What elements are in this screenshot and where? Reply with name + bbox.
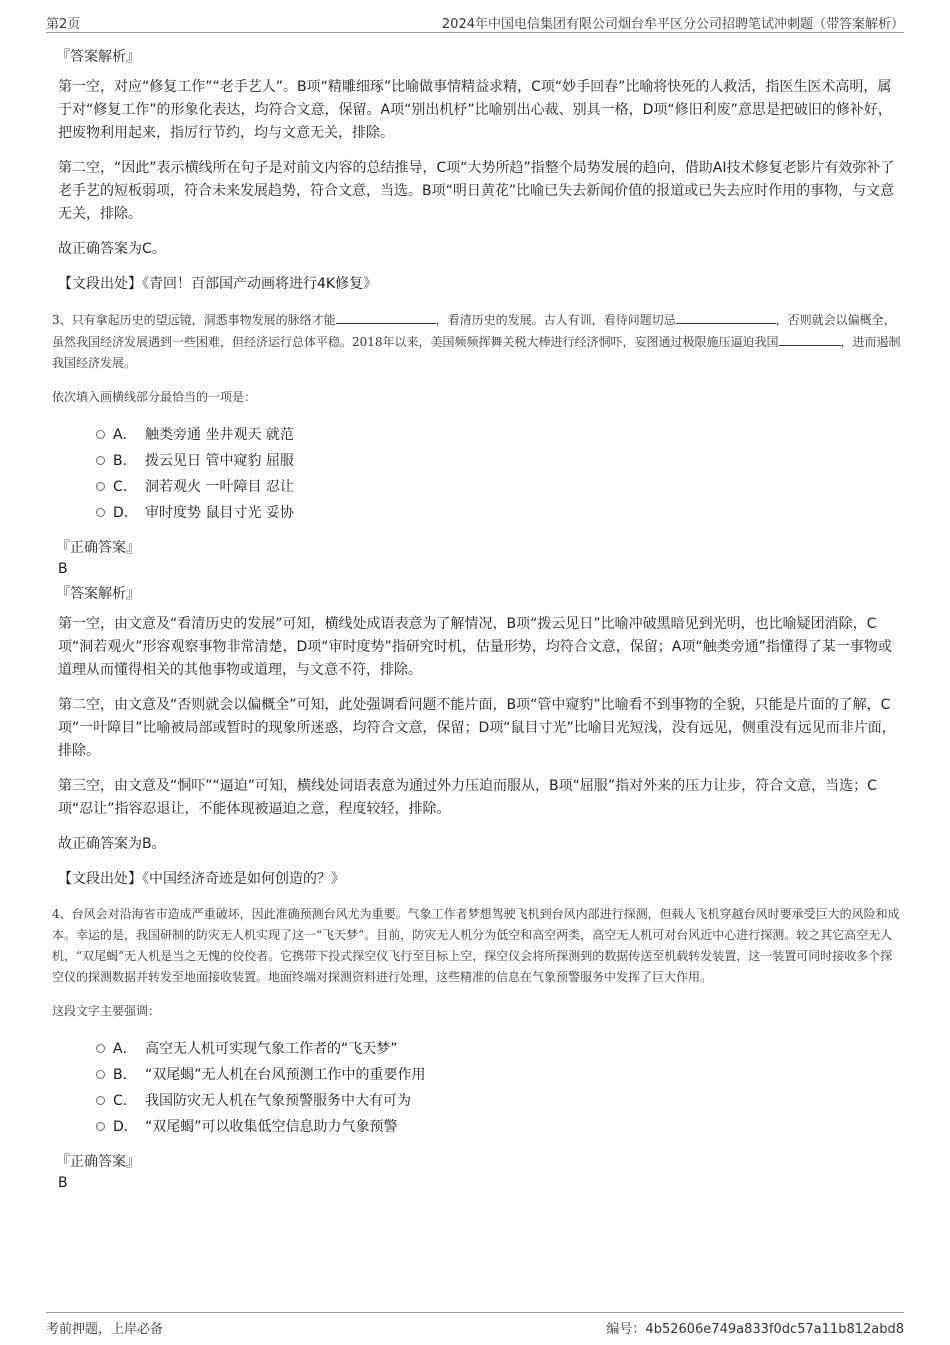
analysis-paragraph: 第二空，“因此”表示横线所在句子是对前文内容的总结推导，C项“大势所趋”指整个局势发展的趋向，借助AI技术修复老影片有效弥补了老手艺的短板弱项，符合未来发展趋势，符合文意，当选。B项“明日黄花”比喻已失去新闻价值的报道或已失去应时作用的事物，与文意无关，排除。	[58, 160, 895, 222]
option-d[interactable]: D． “双尾蝎”可以收集低空信息助力气象预警	[96, 1113, 904, 1139]
option-a[interactable]: A． 高空无人机可实现气象工作者的“飞天梦”	[96, 1035, 904, 1061]
conclusion: 故正确答案为C。	[58, 241, 166, 257]
radio-icon[interactable]	[96, 508, 105, 517]
radio-icon[interactable]	[96, 1070, 105, 1079]
conclusion: 故正确答案为B。	[58, 836, 166, 852]
analysis-paragraph: 第一空，由文意及“看清历史的发展”可知，横线处成语表意为了解情况，B项“拨云见日”比喻冲破黑暗见到光明，也比喻疑团消除，C项“洞若观火”形容观察事物非常清楚，D项“审时度势”指研究时机，估量形势，均符合文意，保留；A项“触类旁通”指懂得了某一事物或道理从而懂得相关的其他事物或道理，与文意不符，排除。	[58, 616, 892, 678]
correct-answer: B	[58, 561, 68, 577]
correct-answer-label: 『正确答案』	[56, 1154, 140, 1170]
question-4-options	[96, 1035, 904, 1139]
source-citation: 【文段出处】《中国经济奇迹是如何创造的？》	[58, 871, 345, 887]
analysis-label: 『答案解析』	[56, 586, 140, 602]
question-3-options	[96, 421, 904, 525]
answer-blank	[676, 309, 776, 324]
page-number: 第2页	[46, 17, 81, 32]
answer-blank	[336, 309, 436, 324]
source-citation: 【文段出处】《青回！百部国产动画将进行4K修复》	[58, 276, 378, 292]
option-c[interactable]: C． 我国防灾无人机在气象预警服务中大有可为	[96, 1087, 904, 1113]
radio-icon[interactable]	[96, 1044, 105, 1053]
option-b[interactable]: B． “双尾蝎”无人机在台风预测工作中的重要作用	[96, 1061, 904, 1087]
option-d[interactable]: D． 审时度势 鼠目寸光 妥协	[96, 499, 904, 525]
option-b[interactable]: B． 拨云见日 管中窥豹 屈服	[96, 447, 904, 473]
analysis-paragraph: 第二空，由文意及“否则就会以偏概全”可知，此处强调看问题不能片面，B项“管中窥豹”比喻看不到事物的全貌，只能是片面的了解，C项“一叶障目”比喻被局部或暂时的现象所迷惑，均符合文意，保留；D项“鼠目寸光”比喻目光短浅，没有远见，侧重没有远见而非片面，排除。	[58, 697, 896, 759]
radio-icon[interactable]	[96, 456, 105, 465]
option-a[interactable]: A． 触类旁通 坐井观天 就范	[96, 421, 904, 447]
document-id: 编号：4b52606e749a833f0dc57a11b812abd8	[606, 1322, 904, 1337]
correct-answer-label: 『正确答案』	[56, 540, 140, 556]
question-4-prompt: 这段文字主要强调：	[52, 1004, 161, 1018]
footer-slogan: 考前押题，上岸必备	[46, 1322, 164, 1337]
radio-icon[interactable]	[96, 1122, 105, 1131]
question-3-text: 3、只有拿起历史的望远镜，洞悉事物发展的脉络才能 ，看清历史的发展。古人有训，看待问题切忌 ，否则就会以偏概全，虽然我国经济发展遇到一些困难，但经济运行总体平稳。2018年以来，美国频频挥舞关税大棒进行经济恫吓，妄图通过极限施压逼迫我国 ，进而遏制我国经济发展。	[52, 309, 904, 374]
radio-icon[interactable]	[96, 430, 105, 439]
document-body	[52, 40, 904, 1197]
question-3-prompt: 依次填入画横线部分最恰当的一项是：	[52, 390, 257, 404]
analysis-label: 『答案解析』	[56, 49, 140, 65]
analysis-paragraph: 第三空，由文意及“恫吓”“逼迫”可知，横线处词语表意为通过外力压迫而服从，B项“屈服”指对外来的压力让步，符合文意，当选；C项“忍让”指容忍退让，不能体现被逼迫之意，程度较轻，排除。	[58, 778, 877, 817]
page-header	[46, 10, 904, 33]
question-4-text: 4、台风会对沿海省市造成严重破坏，因此准确预测台风尤为重要。气象工作者梦想驾驶飞机到台风内部进行探测，但载人飞机穿越台风时要承受巨大的风险和成本。幸运的是，我国研制的防灾无人机实现了这一“飞天梦”。目前，防灾无人机分为低空和高空两类，高空无人机可对台风近中心进行探测。较之其它高空无人机，“双尾蝎”无人机是当之无愧的佼佼者。它携带下投式探空仪飞行至目标上空，探空仪会将所探测到的数据传送至机载转发装置，这一装置可同时接收多个探空仪的探测数据并转发至地面接收装置。地面终端对探测资料进行处理，这些精准的信息在气象预警服务中发挥了巨大作用。	[52, 907, 900, 984]
answer-blank	[779, 331, 841, 346]
radio-icon[interactable]	[96, 482, 105, 491]
radio-icon[interactable]	[96, 1096, 105, 1105]
document-title: 2024年中国电信集团有限公司烟台牟平区分公司招聘笔试冲刺题（带答案解析）	[441, 17, 904, 32]
option-c[interactable]: C． 洞若观火 一叶障目 忍让	[96, 473, 904, 499]
page-footer	[46, 1312, 904, 1339]
analysis-paragraph: 第一空，对应“修复工作”“老手艺人”。B项“精雕细琢”比喻做事情精益求精，C项“妙手回春”比喻将快死的人救活，指医生医术高明，属于对“修复工作”的形象化表达，均符合文意，保留。A项“别出机杼”比喻别出心裁、别具一格，D项“修旧利废”意思是把破旧的修补好，把废物利用起来，指厉行节约，均与文意无关，排除。	[58, 79, 892, 141]
correct-answer: B	[58, 1175, 68, 1191]
